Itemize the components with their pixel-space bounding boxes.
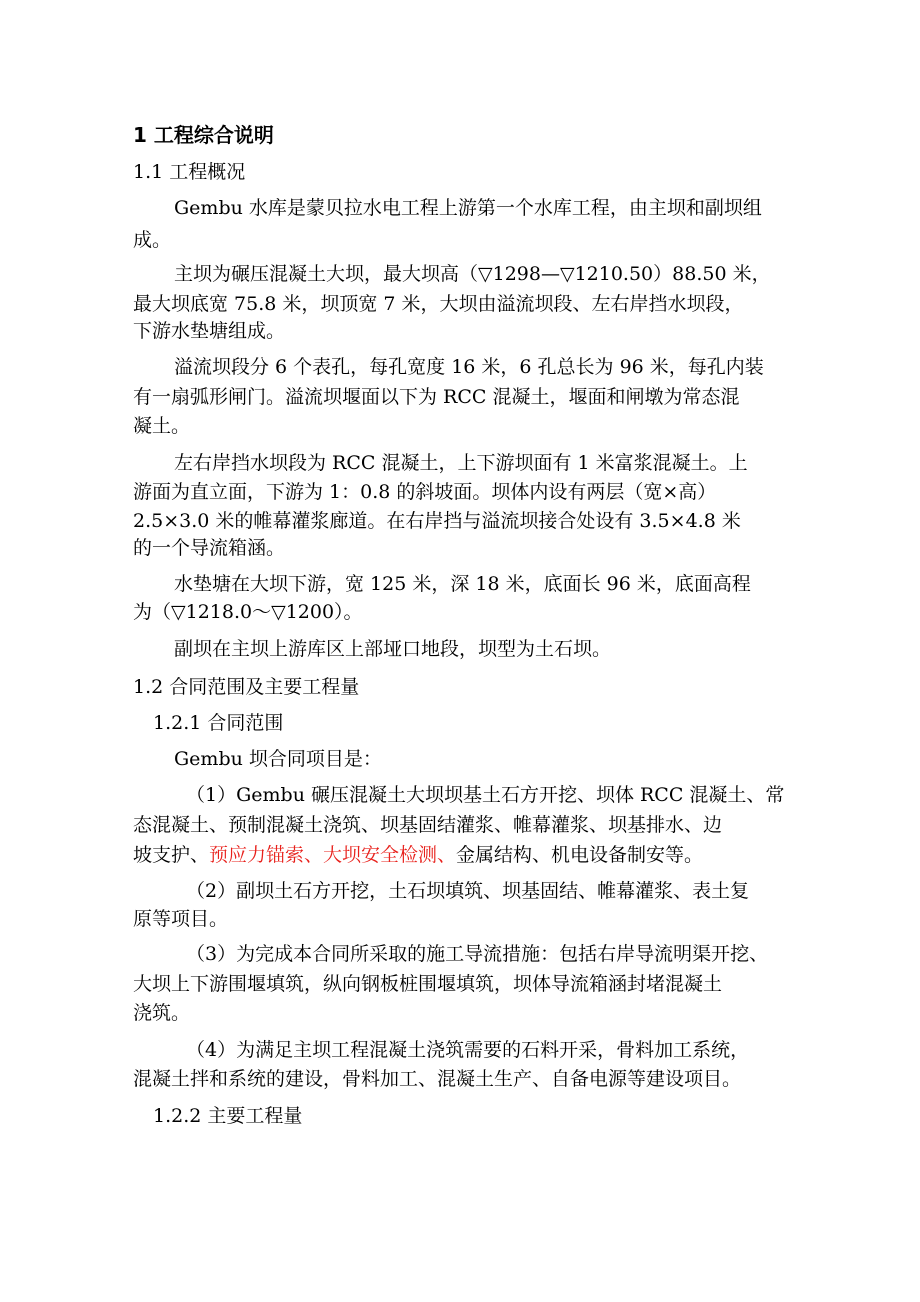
- paragraph-line: 有一扇弧形闸门。溢流坝堰面以下为 RCC 混凝土，堰面和闸墩为常态混: [133, 386, 740, 408]
- paragraph-line: [133, 842, 703, 868]
- heading-1-2-1: 1.2.1 合同范围: [153, 712, 284, 734]
- paragraph-line: 混凝土拌和系统的建设，骨料加工、混凝土生产、自备电源等建设项目。: [133, 1068, 742, 1090]
- text-run: 坡支护、: [133, 844, 210, 866]
- paragraph-line: Gembu 水库是蒙贝拉水电工程上游第一个水库工程，由主坝和副坝组: [174, 197, 762, 219]
- heading-1: 1 工程综合说明: [133, 123, 274, 147]
- paragraph-line: 的一个导流箱涵。: [133, 537, 286, 559]
- heading-1-2: 1.2 合同范围及主要工程量: [133, 676, 360, 698]
- heading-1-1: 1.1 工程概况: [133, 161, 246, 183]
- paragraph-line: 水垫塘在大坝下游，宽 125 米，深 18 米，底面长 96 米，底面高程: [174, 573, 751, 595]
- paragraph-line: 溢流坝段分 6 个表孔，每孔宽度 16 米，6 孔总长为 96 米，每孔内装: [174, 356, 764, 378]
- paragraph-line: 原等项目。: [133, 908, 229, 930]
- paragraph-line: （3）为完成本合同所采取的施工导流措施：包括右岸导流明渠开挖、: [186, 943, 769, 965]
- paragraph-line: 凝土。: [133, 415, 191, 437]
- paragraph-line: 态混凝土、预制混凝土浇筑、坝基固结灌浆、帷幕灌浆、坝基排水、边: [133, 814, 723, 836]
- paragraph-line: 游面为直立面，下游为 1：0.8 的斜坡面。坝体内设有两层（宽×高）: [133, 481, 717, 503]
- heading-1-2-2: 1.2.2 主要工程量: [153, 1105, 303, 1127]
- paragraph-line: 为（▽1218.0～▽1200）。: [133, 601, 363, 623]
- paragraph-line: 左右岸挡水坝段为 RCC 混凝土，上下游坝面有 1 米富浆混凝土。上: [174, 452, 748, 474]
- paragraph-line: Gembu 坝合同项目是：: [174, 748, 382, 770]
- paragraph-line: 副坝在主坝上游库区上部垭口地段，坝型为土石坝。: [174, 638, 612, 660]
- paragraph-line: 大坝上下游围堰填筑，纵向钢板桩围堰填筑，坝体导流箱涵封堵混凝土: [133, 973, 723, 995]
- text-run: 金属结构、机电设备制安等。: [456, 844, 704, 866]
- paragraph-line: 2.5×3.0 米的帷幕灌浆廊道。在右岸挡与溢流坝接合处设有 3.5×4.8 米: [133, 510, 741, 532]
- paragraph-line: （1）Gembu 碾压混凝土大坝坝基土石方开挖、坝体 RCC 混凝土、常: [186, 784, 785, 806]
- paragraph-line: 主坝为碾压混凝土大坝，最大坝高（▽1298—▽1210.50）88.50 米，: [174, 263, 771, 285]
- paragraph-line: 下游水垫塘组成。: [133, 320, 286, 342]
- paragraph-line: 最大坝底宽 75.8 米，坝顶宽 7 米，大坝由溢流坝段、左右岸挡水坝段，: [133, 293, 744, 315]
- paragraph-line: 成。: [133, 229, 172, 251]
- paragraph-line: （4）为满足主坝工程混凝土浇筑需要的石料开采，骨料加工系统，: [186, 1039, 750, 1061]
- highlighted-text: 预应力锚索、大坝安全检测、: [209, 844, 457, 866]
- paragraph-line: 浇筑。: [133, 1002, 191, 1024]
- paragraph-line: （2）副坝土石方开挖，土石坝填筑、坝基固结、帷幕灌浆、表土复: [186, 880, 750, 902]
